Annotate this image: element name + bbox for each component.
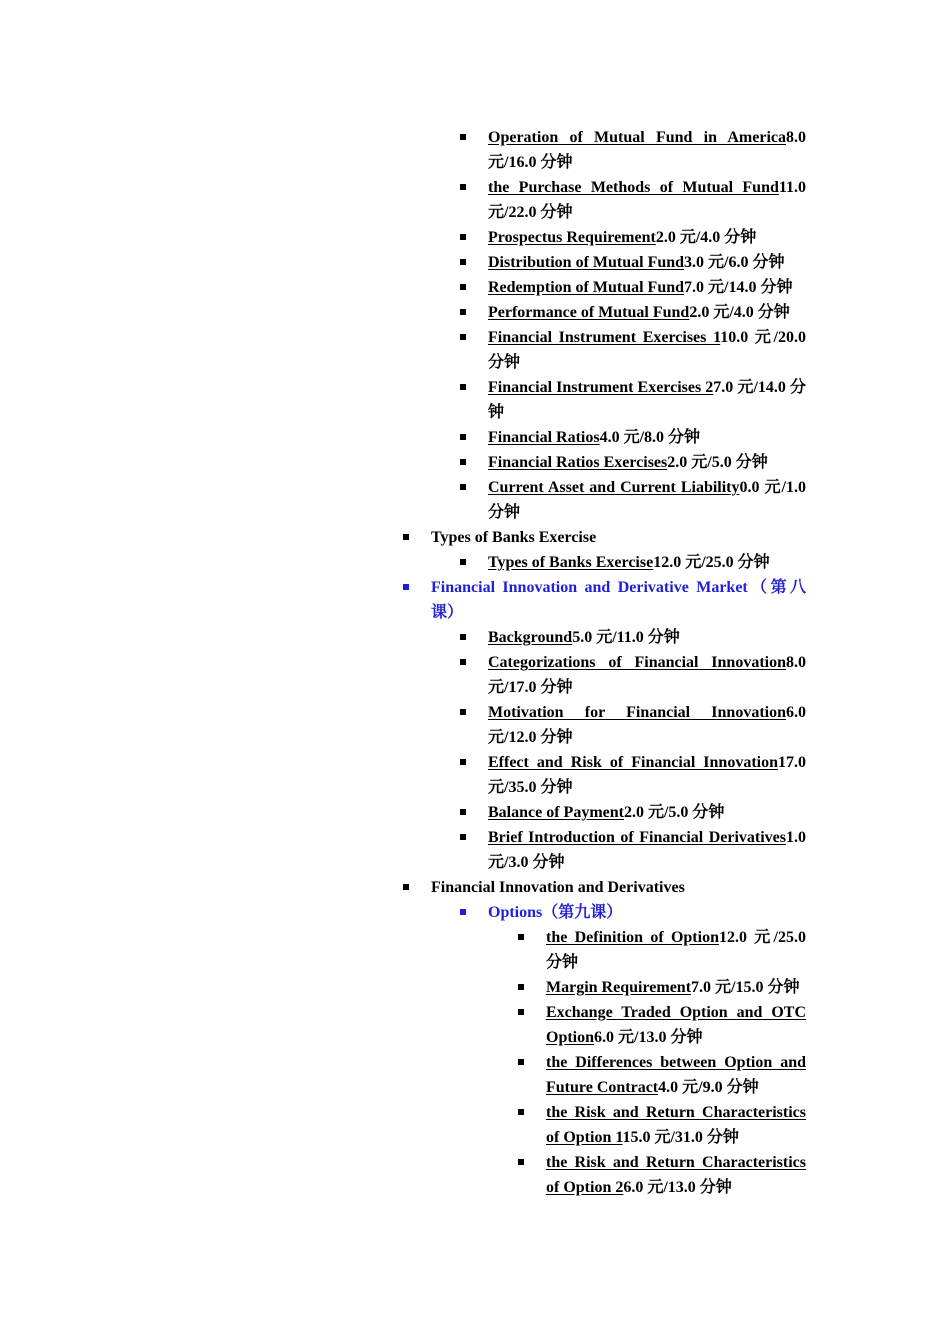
lesson-price-duration: 15.0 元/31.0 分钟 bbox=[622, 1129, 739, 1146]
lesson-link[interactable]: Prospectus Requirement bbox=[488, 229, 656, 246]
list-item bbox=[488, 450, 806, 475]
lesson-link[interactable]: Performance of Mutual Fund bbox=[488, 304, 690, 321]
square-bullet-icon bbox=[403, 884, 409, 890]
square-bullet-icon bbox=[460, 384, 466, 390]
section-heading: Financial Innovation and Derivative Market（第八课） bbox=[431, 579, 806, 621]
list-item bbox=[546, 1100, 806, 1150]
lesson-price-duration: 10.0 元/20.0 分钟 bbox=[488, 329, 806, 371]
lesson-link[interactable]: Current Asset and Current Liability bbox=[488, 479, 740, 496]
list-item bbox=[488, 375, 806, 425]
lesson-price-duration: 6.0 元/12.0 分钟 bbox=[488, 704, 806, 746]
square-bullet-icon bbox=[460, 709, 466, 715]
lesson-link[interactable]: Balance of Payment bbox=[488, 804, 624, 821]
list-item bbox=[431, 525, 806, 550]
list-item bbox=[546, 925, 806, 975]
section-heading: Financial Innovation and Derivatives bbox=[431, 879, 685, 896]
lesson-price-duration: 7.0 元/14.0 分钟 bbox=[684, 279, 793, 296]
lesson-price-duration: 17.0 元/35.0 分钟 bbox=[488, 754, 806, 796]
list-item bbox=[546, 1000, 806, 1050]
list-item bbox=[546, 1150, 806, 1200]
lesson-price-duration: 2.0 元/4.0 分钟 bbox=[655, 229, 757, 246]
list-item bbox=[546, 975, 806, 1000]
list-item bbox=[488, 325, 806, 375]
lesson-link[interactable]: the Purchase Methods of Mutual Fund bbox=[488, 179, 779, 196]
list-item bbox=[488, 125, 806, 175]
lesson-price-duration: 8.0 元/16.0 分钟 bbox=[488, 129, 806, 171]
square-bullet-icon bbox=[460, 309, 466, 315]
list-item bbox=[431, 575, 806, 625]
lesson-link[interactable]: Financial Instrument Exercises 1 bbox=[488, 329, 721, 346]
lesson-price-duration: 12.0 元/25.0 分钟 bbox=[546, 929, 806, 971]
square-bullet-icon bbox=[518, 984, 524, 990]
square-bullet-icon bbox=[460, 559, 466, 565]
list-item bbox=[488, 700, 806, 750]
list-item bbox=[488, 250, 806, 275]
square-bullet-icon bbox=[460, 234, 466, 240]
square-bullet-icon bbox=[460, 434, 466, 440]
square-bullet-icon bbox=[403, 534, 409, 540]
square-bullet-icon bbox=[460, 459, 466, 465]
list-item bbox=[488, 275, 806, 300]
list-item bbox=[488, 750, 806, 800]
lesson-price-duration: 6.0 元/13.0 分钟 bbox=[623, 1179, 732, 1196]
lesson-link[interactable]: Redemption of Mutual Fund bbox=[488, 279, 685, 296]
lesson-link[interactable]: Margin Requirement bbox=[546, 979, 692, 996]
lesson-link[interactable]: Financial Ratios Exercises bbox=[488, 454, 668, 471]
lesson-link[interactable]: Exchange Traded Option and OTC Option bbox=[546, 1004, 806, 1046]
lesson-link[interactable]: the Differences between Option and Future Contract bbox=[546, 1054, 806, 1096]
square-bullet-icon bbox=[403, 584, 409, 590]
lesson-price-duration: 11.0 元/22.0 分钟 bbox=[488, 179, 806, 221]
square-bullet-icon bbox=[460, 659, 466, 665]
lesson-link[interactable]: the Definition of Option bbox=[546, 929, 719, 946]
square-bullet-icon bbox=[460, 184, 466, 190]
lesson-link[interactable]: Effect and Risk of Financial Innovation bbox=[488, 754, 778, 771]
lesson-price-duration: 2.0 元/5.0 分钟 bbox=[667, 454, 768, 471]
section-heading: Options（第九课） bbox=[488, 904, 623, 921]
square-bullet-icon bbox=[460, 259, 466, 265]
square-bullet-icon bbox=[460, 909, 466, 915]
list-item bbox=[488, 900, 806, 925]
lesson-price-duration: 7.0 元/14.0 分钟 bbox=[488, 379, 807, 421]
square-bullet-icon bbox=[460, 284, 466, 290]
list-item bbox=[431, 875, 806, 900]
lesson-link[interactable]: Categorizations of Financial Innovation bbox=[488, 654, 786, 671]
lesson-price-duration: 0.0 元/1.0 分钟 bbox=[488, 479, 807, 521]
square-bullet-icon bbox=[460, 809, 466, 815]
list-item bbox=[488, 225, 806, 250]
lesson-link[interactable]: the Risk and Return Characteristics of Option 2 bbox=[546, 1154, 806, 1196]
lesson-link[interactable]: Motivation for Financial Innovation bbox=[488, 704, 786, 721]
lesson-price-duration: 2.0 元/5.0 分钟 bbox=[623, 804, 725, 821]
lesson-price-duration: 5.0 元/11.0 分钟 bbox=[572, 629, 680, 646]
lesson-link[interactable]: the Risk and Return Characteristics of Option 1 bbox=[546, 1104, 806, 1146]
square-bullet-icon bbox=[460, 834, 466, 840]
list-item bbox=[488, 175, 806, 225]
list-item bbox=[488, 650, 806, 700]
square-bullet-icon bbox=[460, 134, 466, 140]
list-item bbox=[488, 425, 806, 450]
course-outline-list bbox=[0, 125, 950, 1200]
list-item bbox=[546, 1050, 806, 1100]
list-item bbox=[488, 800, 806, 825]
lesson-price-duration: 4.0 元/9.0 分钟 bbox=[658, 1079, 759, 1096]
square-bullet-icon bbox=[518, 1059, 524, 1065]
lesson-link[interactable]: Operation of Mutual Fund in America bbox=[488, 129, 786, 146]
lesson-price-duration: 8.0 元/17.0 分钟 bbox=[488, 654, 806, 696]
lesson-price-duration: 2.0 元/4.0 分钟 bbox=[689, 304, 790, 321]
list-item bbox=[488, 825, 806, 875]
square-bullet-icon bbox=[518, 934, 524, 940]
lesson-price-duration: 4.0 元/8.0 分钟 bbox=[599, 429, 701, 446]
lesson-link[interactable]: Background bbox=[488, 629, 573, 646]
lesson-price-duration: 3.0 元/6.0 分钟 bbox=[684, 254, 785, 271]
list-item bbox=[488, 625, 806, 650]
square-bullet-icon bbox=[460, 634, 466, 640]
list-item bbox=[488, 300, 806, 325]
lesson-price-duration: 7.0 元/15.0 分钟 bbox=[691, 979, 800, 996]
square-bullet-icon bbox=[460, 484, 466, 490]
lesson-link[interactable]: Financial Ratios bbox=[488, 429, 600, 446]
lesson-price-duration: 12.0 元/25.0 分钟 bbox=[653, 554, 770, 571]
square-bullet-icon bbox=[460, 759, 466, 765]
list-item bbox=[488, 550, 806, 575]
square-bullet-icon bbox=[518, 1109, 524, 1115]
section-heading: Types of Banks Exercise bbox=[431, 529, 597, 546]
lesson-link[interactable]: Financial Instrument Exercises 2 bbox=[488, 379, 714, 396]
lesson-link[interactable]: Distribution of Mutual Fund bbox=[488, 254, 685, 271]
lesson-link[interactable]: Types of Banks Exercise bbox=[488, 554, 654, 571]
square-bullet-icon bbox=[460, 334, 466, 340]
lesson-price-duration: 6.0 元/13.0 分钟 bbox=[594, 1029, 703, 1046]
lesson-link[interactable]: Brief Introduction of Financial Derivatives bbox=[488, 829, 786, 846]
lesson-price-duration: 1.0 元/3.0 分钟 bbox=[488, 829, 806, 871]
square-bullet-icon bbox=[518, 1159, 524, 1165]
square-bullet-icon bbox=[518, 1009, 524, 1015]
list-item bbox=[488, 475, 806, 525]
